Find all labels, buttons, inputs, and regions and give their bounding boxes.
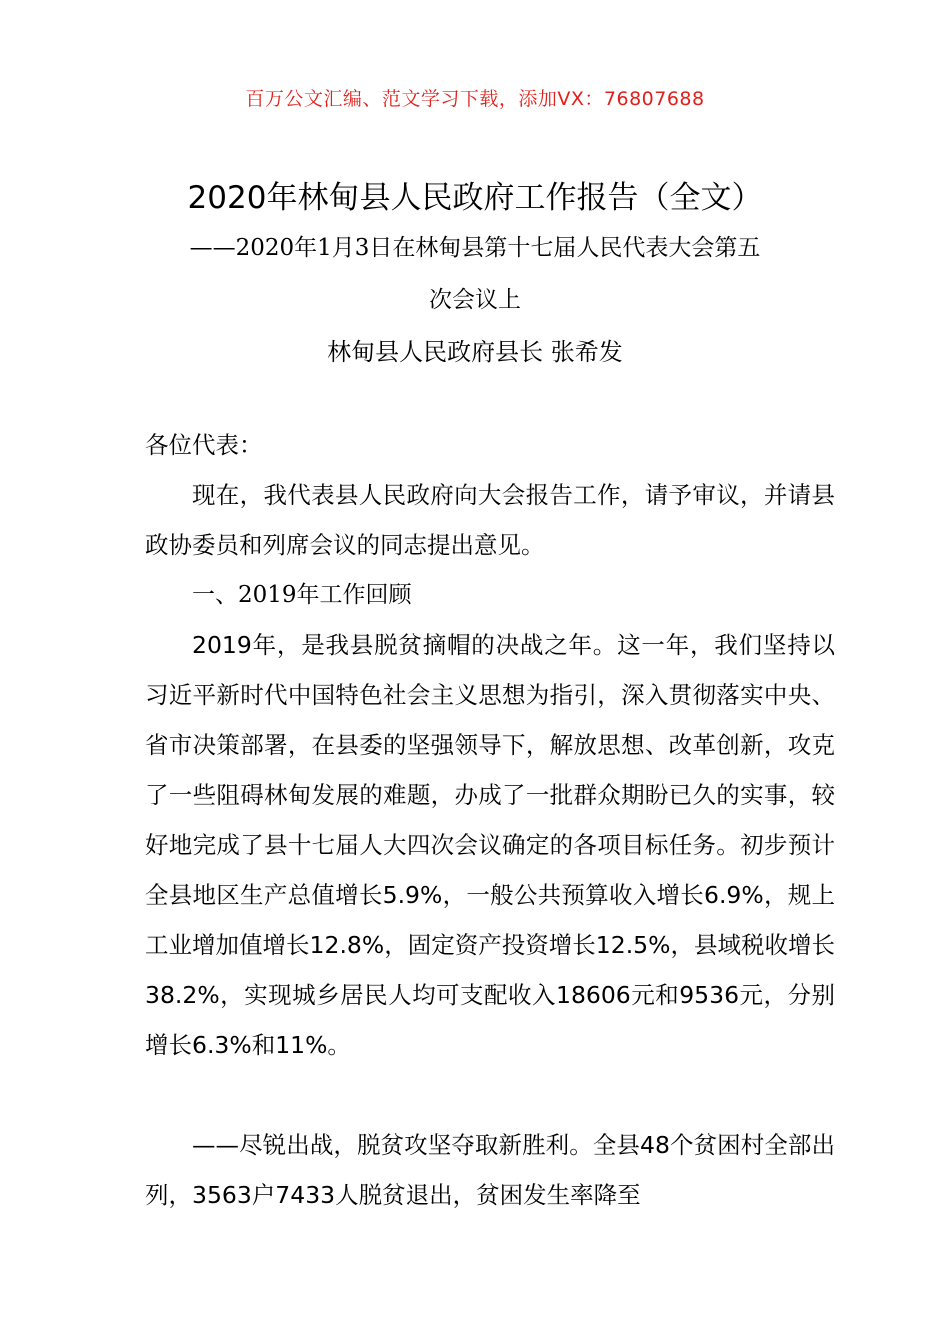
paragraph-review: 2019年，是我县脱贫摘帽的决战之年。这一年，我们坚持以习近平新时代中国特色社会主义思想为指引，深入贯彻落实中央、省市决策部署，在县委的坚强领导下，解放思想、改革创新，攻克了一些阻碍林甸发展的难题，办成了一批群众期盼已久的实事，较好地完成了县十七届人大四次会议确定的各项目标任务。初步预计全县地区生产总值增长5.9%，一般公共预算收入增长6.9%，规上工业增加值增长12.8%，固定资产投资增长12.5%，县域税收增长38.2%，实现城乡居民人均可支配收入18606元和9536元，分别增长6.3%和11%。 <box>145 631 835 1059</box>
paragraph-poverty: ——尽锐出战，脱贫攻坚夺取新胜利。全县48个贫困村全部出列，3563户7433人脱贫退出，贫困发生率降至 <box>145 1131 835 1209</box>
author-line: 林甸县人民政府县长 张希发 <box>327 338 623 366</box>
section-heading: 一、2019年工作回顾 <box>192 582 412 608</box>
subtitle-line-1: ——2020年1月3日在林甸县第十七届人民代表大会第五 <box>189 235 761 261</box>
subtitle-line-2: 次会议上 <box>429 287 521 313</box>
document-title: 2020年林甸县人民政府工作报告（全文） <box>187 180 763 216</box>
salutation: 各位代表： <box>145 431 263 459</box>
watermark-header: 百万公文汇编、范文学习下载，添加VX：76807688 <box>245 88 705 110</box>
paragraph-intro: 现在，我代表县人民政府向大会报告工作，请予审议，并请县政协委员和列席会议的同志提出意见。 <box>145 481 835 559</box>
